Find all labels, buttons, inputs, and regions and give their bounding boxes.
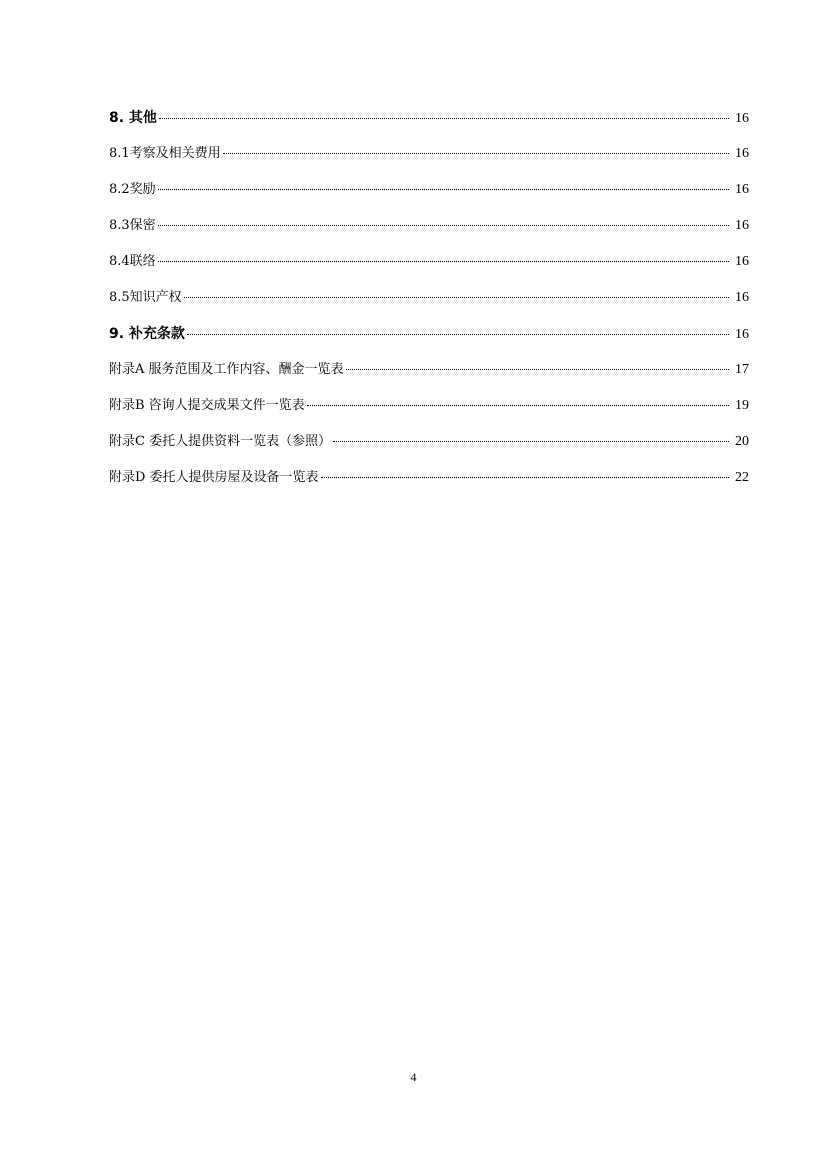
- toc-entry-appendix-a[interactable]: [109, 360, 749, 396]
- toc-dot-leader: [158, 188, 729, 190]
- toc-entry-page: 19: [735, 398, 749, 413]
- toc-dot-leader: [187, 333, 729, 335]
- toc-dot-leader: [321, 476, 729, 478]
- table-of-contents: [109, 108, 749, 504]
- toc-entry-title: 8.1考察及相关费用: [109, 146, 221, 161]
- toc-entry-8-1[interactable]: [109, 144, 749, 180]
- toc-dot-leader: [223, 152, 729, 154]
- page-number: 4: [410, 1070, 417, 1084]
- toc-entry-title: 附录B 咨询人提交成果文件一览表: [109, 398, 305, 413]
- toc-entry-page: 20: [735, 434, 749, 449]
- toc-entry-appendix-c[interactable]: [109, 432, 749, 468]
- toc-entry-page: 17: [735, 362, 749, 377]
- toc-dot-leader: [346, 368, 729, 370]
- toc-dot-leader: [333, 440, 729, 442]
- toc-entry-page: 16: [735, 218, 749, 233]
- toc-entry-page: 16: [735, 290, 749, 305]
- toc-entry-page: 16: [735, 182, 749, 197]
- toc-entry-page: 22: [735, 470, 749, 485]
- toc-dot-leader: [158, 224, 729, 226]
- toc-entry-title: 8.5知识产权: [109, 290, 182, 305]
- toc-entry-title: 8. 其他: [109, 110, 157, 126]
- toc-entry-8-2[interactable]: [109, 180, 749, 216]
- toc-dot-leader: [159, 117, 729, 119]
- toc-entry-8-5[interactable]: [109, 288, 749, 324]
- toc-dot-leader: [307, 404, 729, 406]
- toc-entry-page: 16: [735, 111, 749, 126]
- toc-entry-appendix-d[interactable]: [109, 468, 749, 504]
- toc-dot-leader: [158, 260, 729, 262]
- toc-entry-8-other[interactable]: [109, 108, 749, 144]
- toc-entry-page: 16: [735, 146, 749, 161]
- toc-entry-title: 8.4联络: [109, 254, 156, 269]
- toc-entry-8-4[interactable]: [109, 252, 749, 288]
- toc-entry-title: 附录C 委托人提供资料一览表（参照）: [109, 434, 332, 449]
- toc-entry-title: 9. 补充条款: [109, 326, 185, 342]
- toc-entry-page: 16: [735, 327, 749, 342]
- toc-entry-title: 8.2奖励: [109, 182, 156, 197]
- toc-entry-title: 附录A 服务范围及工作内容、酬金一览表: [109, 362, 344, 377]
- toc-entry-8-3[interactable]: [109, 216, 749, 252]
- toc-entry-page: 16: [735, 254, 749, 269]
- toc-entry-appendix-b[interactable]: [109, 396, 749, 432]
- toc-dot-leader: [184, 296, 729, 298]
- toc-entry-title: 附录D 委托人提供房屋及设备一览表: [109, 470, 319, 485]
- toc-entry-title: 8.3保密: [109, 218, 156, 233]
- toc-entry-9-supplementary[interactable]: [109, 324, 749, 360]
